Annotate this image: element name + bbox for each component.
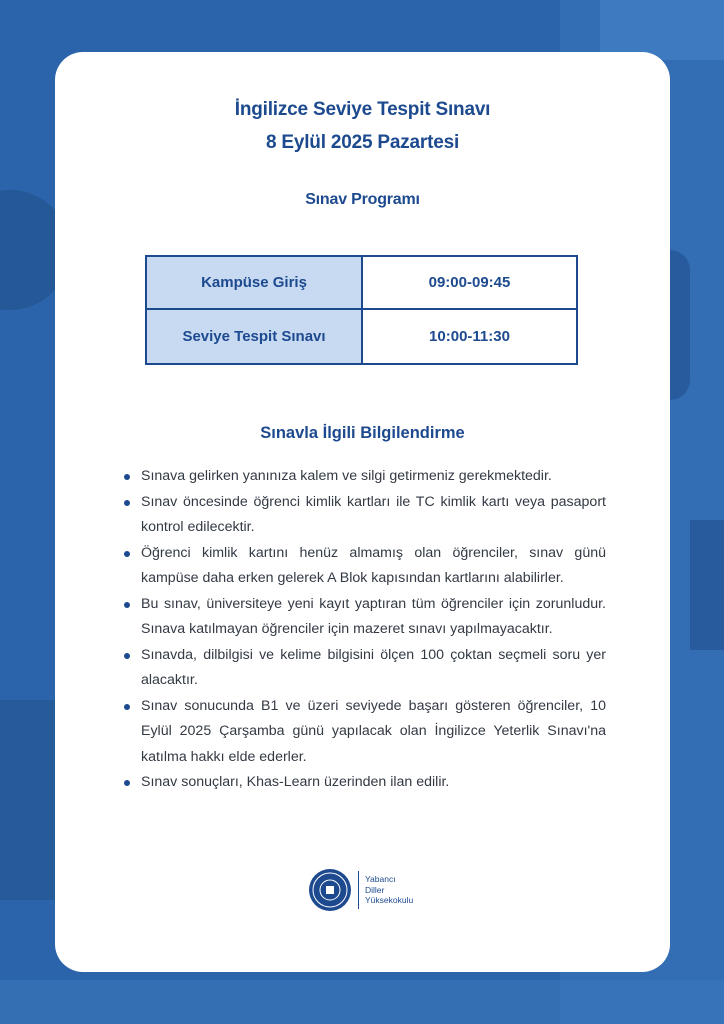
list-item (121, 464, 606, 490)
bullet-icon (124, 500, 130, 506)
list-item-text: Sınava gelirken yanınıza kalem ve silgi getirmeniz gerekmektedir. (141, 468, 552, 484)
schedule-table (145, 255, 578, 365)
bullet-icon (124, 551, 130, 557)
list-item-text: Sınav sonucunda B1 ve üzeri seviyede başarı gösteren öğrenciler, 10 Eylül 2025 Çarşamba günü yapılacak olan İngilizce Yeterlik Sınavı'na katılma hakkı elde ederler. (141, 697, 606, 765)
info-card (55, 52, 670, 972)
schedule-heading: Sınav Programı (305, 191, 420, 208)
logo-line: Yüksekokulu (365, 895, 414, 906)
list-item-text: Sınav sonuçları, Khas-Learn üzerinden ilan edilir. (141, 774, 450, 790)
bullet-icon (124, 602, 130, 608)
list-item (121, 592, 606, 643)
bullet-icon (124, 474, 130, 480)
logo-line: Yabancı (365, 874, 396, 885)
bullet-icon (124, 704, 130, 710)
schedule-label-cell: Kampüse Giriş (147, 257, 363, 310)
university-seal-icon (308, 868, 352, 912)
logo-divider (358, 871, 359, 909)
logo-text (365, 874, 413, 906)
list-item-text: Öğrenci kimlik kartını henüz almamış olan öğrenciler, sınav günü kampüse daha erken gelerek A Blok kapısından kartlarını alabilirler. (141, 544, 606, 586)
school-logo (308, 867, 428, 913)
exam-date: 8 Eylül 2025 Pazartesi (265, 132, 460, 153)
list-item-text: Sınavda, dilbilgisi ve kelime bilgisini ölçen 100 çoktan seçmeli soru yer alacaktır. (141, 646, 606, 688)
list-item (121, 643, 606, 694)
list-item (121, 541, 606, 592)
page-title: İngilizce Seviye Tespit Sınavı (234, 99, 491, 120)
list-item (121, 694, 606, 771)
schedule-label-cell: Seviye Tespit Sınavı (147, 310, 363, 363)
info-heading: Sınavla İlgili Bilgilendirme (260, 424, 465, 442)
bullet-icon (124, 653, 130, 659)
bullet-icon (124, 780, 130, 786)
schedule-time-cell: 09:00-09:45 (363, 257, 576, 310)
list-item (121, 770, 606, 796)
info-list (121, 464, 606, 796)
list-item (121, 490, 606, 541)
list-item-text: Sınav öncesinde öğrenci kimlik kartları ile TC kimlik kartı veya pasaport kontrol edilecektir. (141, 493, 606, 535)
list-item-text: Bu sınav, üniversiteye yeni kayıt yaptıran tüm öğrenciler için zorunludur. Sınava katılmayan öğrenciler için mazeret sınavı yapılmayacaktır. (141, 595, 606, 637)
schedule-time-cell: 10:00-11:30 (429, 328, 510, 345)
logo-line: Diller (365, 884, 385, 895)
